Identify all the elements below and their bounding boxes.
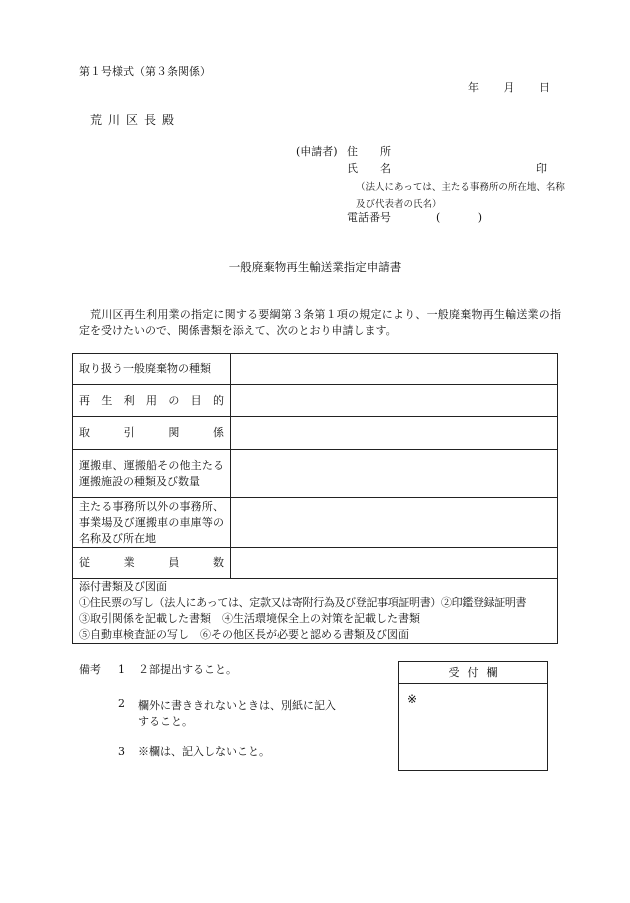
remark-text-3: ※欄は、記入しないこと。 <box>138 745 270 758</box>
reception-mark: ※ <box>407 692 418 706</box>
table-row-attachments <box>73 579 558 644</box>
phone-open-paren: ( <box>436 211 441 224</box>
applicant-label: (申請者) <box>296 145 338 158</box>
row-value-waste-type[interactable] <box>231 354 558 385</box>
remark-text-2: 欄外に書ききれないときは、別紙に記入すること。 <box>138 699 336 728</box>
remarks-heading: 備考 <box>79 663 101 676</box>
address-label-char-1: 住 <box>347 145 358 158</box>
row-value-vehicles[interactable] <box>231 450 558 498</box>
remark-number-1: 1 <box>118 663 125 676</box>
attachments-cell <box>73 579 558 644</box>
document-title: 一般廃棄物再生輸送業指定申請書 <box>228 260 402 274</box>
name-label-char-2: 名 <box>380 162 391 175</box>
application-statement: 荒川区再生利用業の指定に関する要綱第３条第１項の規定により、一般廃棄物再生輸送業の指定を受けたいので、関係書類を添えて、次のとおり申請します。 <box>79 308 561 337</box>
table-row <box>73 450 558 498</box>
table-row <box>73 417 558 450</box>
attachment-line-3: ⑤自動車検査証の写し ⑥その他区長が必要と認める書類及び図面 <box>79 628 409 641</box>
name-label <box>347 163 391 174</box>
name-label-char-1: 氏 <box>347 162 358 175</box>
remark-number-2: 2 <box>118 697 125 710</box>
row-label-waste-type: 取り扱う一般廃棄物の種類 <box>73 354 231 385</box>
addressee: 荒川区長殿 <box>90 113 181 127</box>
date-month-label: 月 <box>503 81 515 94</box>
row-label-vehicles: 運搬車、運搬船その他主たる運搬施設の種類及び数量 <box>73 450 231 498</box>
reception-box <box>398 661 548 771</box>
table-row <box>73 548 558 579</box>
corporation-note: （法人にあっては、主たる事務所の所在地、名称及び代表者の氏名） <box>356 182 565 210</box>
attachment-line-1: ①住民票の写し（法人にあっては、定款又は寄附行為及び登記事項証明書）②印鑑登録証明書 <box>79 596 527 609</box>
table-row <box>73 354 558 385</box>
row-label-purpose: 再生利用の目的 <box>73 385 231 417</box>
phone-close-paren: ) <box>477 211 482 224</box>
row-label-other-offices: 主たる事務所以外の事務所、事業場及び運搬車の車庫等の名称及び所在地 <box>73 498 231 548</box>
seal-label: 印 <box>536 162 547 175</box>
phone-label: 電話番号 <box>347 211 391 224</box>
date-year-label: 年 <box>468 81 479 94</box>
attachments-title: 添付書類及び図面 <box>79 580 167 593</box>
address-label-char-2: 所 <box>380 145 391 158</box>
date-line <box>468 82 550 93</box>
address-label <box>347 146 391 157</box>
application-table <box>72 353 558 644</box>
remark-number-3: 3 <box>118 745 125 758</box>
row-value-purpose[interactable] <box>231 385 558 417</box>
reception-title: 受付欄 <box>399 662 547 684</box>
row-value-other-offices[interactable] <box>231 498 558 548</box>
attachment-line-2: ③取引関係を記載した書類 ④生活環境保全上の対策を記載した書類 <box>79 612 420 625</box>
table-row <box>73 498 558 548</box>
phone-area-code <box>436 212 482 223</box>
row-value-employees[interactable] <box>231 548 558 579</box>
form-number: 第１号様式（第３条関係） <box>79 65 211 78</box>
table-row <box>73 385 558 417</box>
remark-text-1: ２部提出すること。 <box>138 663 237 676</box>
row-label-employees: 従業員数 <box>73 548 231 579</box>
date-day-label: 日 <box>539 81 550 94</box>
row-value-transactions[interactable] <box>231 417 558 450</box>
row-label-transactions: 取引関係 <box>73 417 231 450</box>
